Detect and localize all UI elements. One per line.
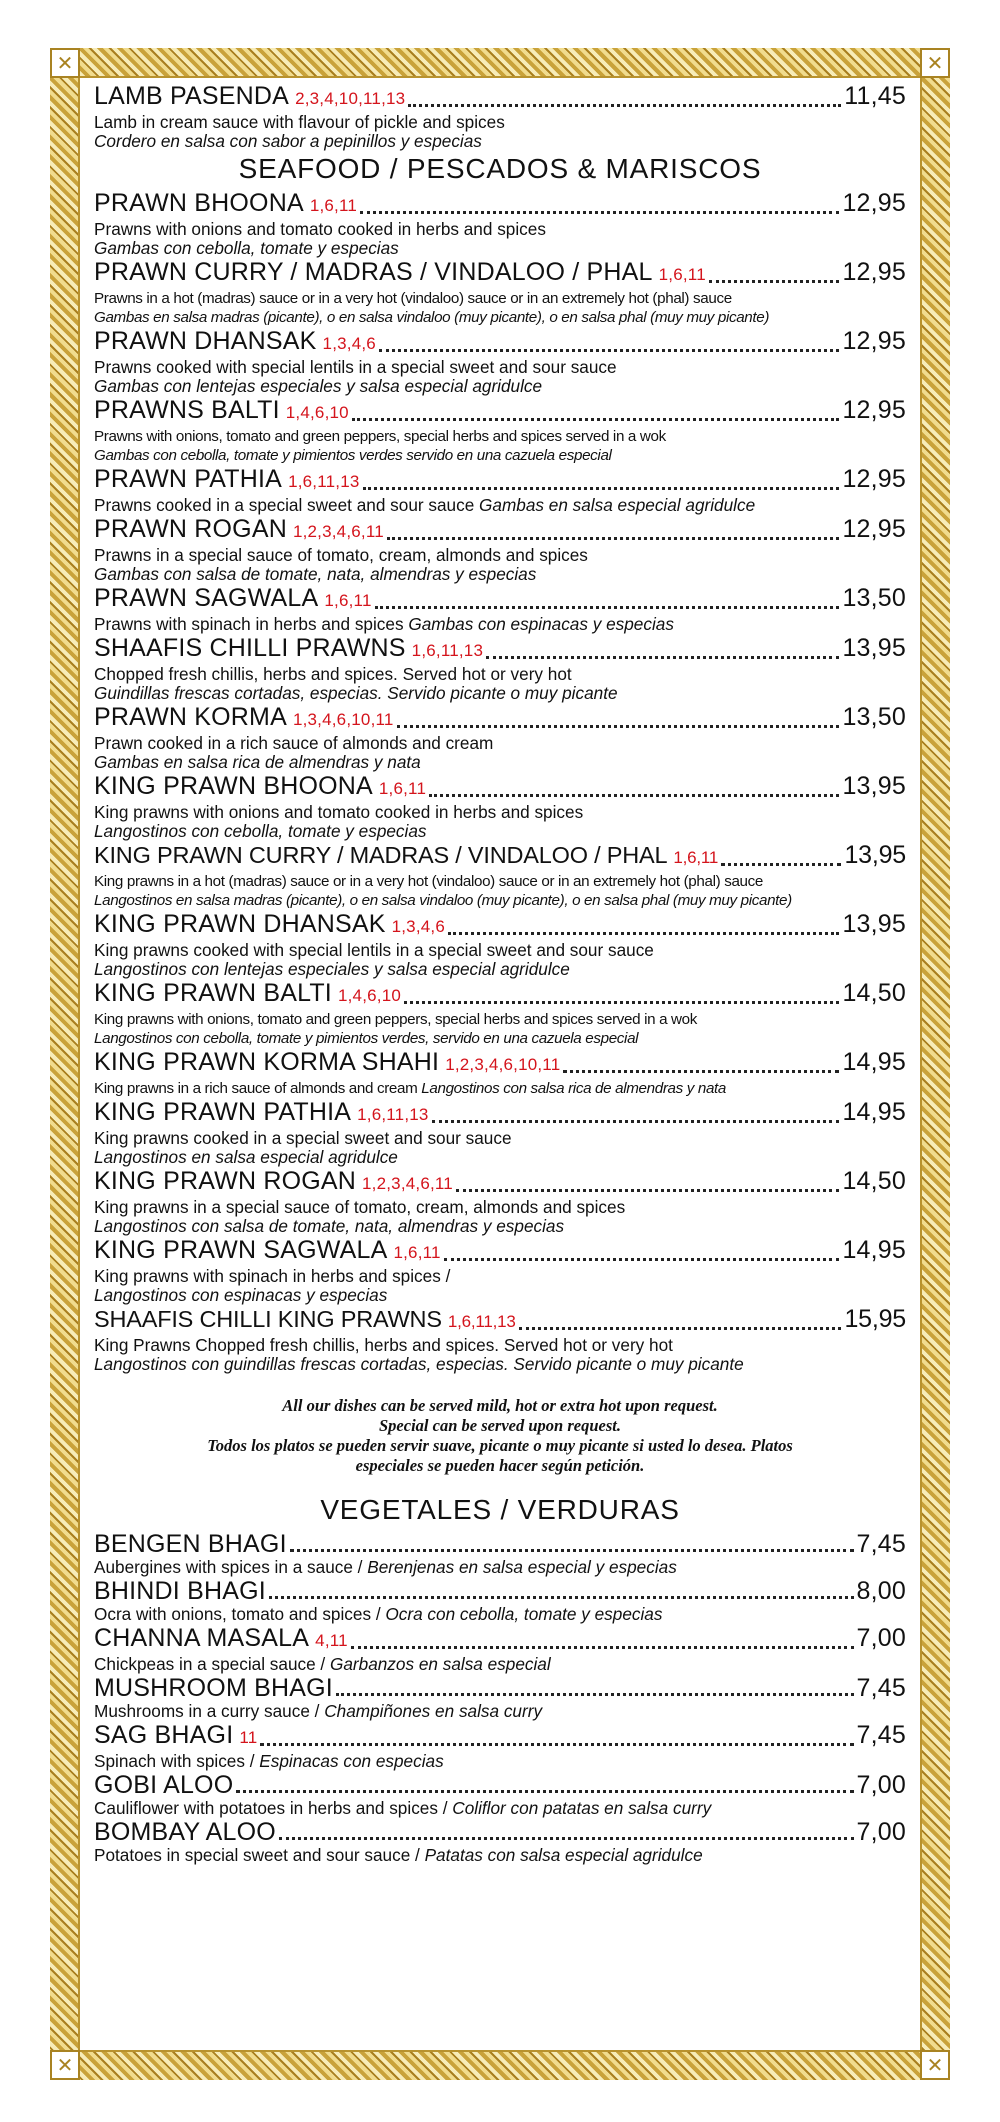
- seafood-list: [94, 189, 906, 1374]
- item-desc-es: Langostinos con salsa rica de almendras y nata: [421, 1080, 727, 1097]
- item-price: 13,95: [842, 910, 906, 938]
- item-desc-en: Cauliflower with potatoes in herbs and spices /: [94, 1798, 448, 1818]
- item-desc-en: Spinach with spices /: [94, 1751, 255, 1771]
- section-title-seafood: SEAFOOD / PESCADOS & MARISCOS: [238, 153, 762, 184]
- item-name: KING PRAWN PATHIA: [94, 1098, 352, 1126]
- item-price: 14,95: [842, 1048, 906, 1076]
- item-name: BENGEN BHAGI: [94, 1530, 287, 1558]
- item-price: 14,95: [842, 1098, 906, 1126]
- item-price: 13,95: [842, 772, 906, 800]
- spice-note: [94, 1396, 906, 1476]
- item-name: SHAAFIS CHILLI PRAWNS: [94, 634, 406, 662]
- leader-dots: [448, 932, 839, 935]
- corner-ornament-icon: ✕: [920, 2050, 950, 2080]
- item-desc-en: Lamb in cream sauce with flavour of pickle and spices: [94, 112, 505, 132]
- item-name: PRAWNS BALTI: [94, 396, 280, 424]
- item-desc-en: King Prawns Chopped fresh chillis, herbs and spices. Served hot or very hot: [94, 1335, 673, 1355]
- item-price: 13,95: [844, 841, 906, 869]
- menu-item: [94, 703, 906, 772]
- menu-item: [94, 1048, 906, 1098]
- menu-item: [94, 841, 906, 910]
- item-desc-en: King prawns in a special sauce of tomato, cream, almonds and spices: [94, 1197, 626, 1217]
- leader-dots: [351, 1646, 854, 1649]
- menu-item: [94, 634, 906, 703]
- item-desc-en: King prawns with onions, tomato and green peppers, special herbs and spices served in a wok: [94, 1011, 698, 1028]
- item-name: GOBI ALOO: [94, 1771, 234, 1799]
- item-desc-en: Prawns cooked with special lentils in a special sweet and sour sauce: [94, 357, 617, 377]
- item-desc-es: Langostinos con cebolla, tomate y pimientos verdes, servido en una cazuela especial: [94, 1030, 639, 1047]
- item-desc-es: Gambas en salsa rica de almendras y nata: [94, 752, 421, 772]
- item-desc-es: Langostinos con salsa de tomate, nata, almendras y especias: [94, 1216, 565, 1236]
- item-desc-es: Gambas con espinacas y especias: [408, 614, 674, 634]
- item-desc-es: Guindillas frescas cortadas, especias. Servido picante o muy picante: [94, 683, 618, 703]
- leader-dots: [236, 1790, 853, 1793]
- item-allergens: 1,6,11,13: [411, 641, 484, 660]
- item-desc-en: Chickpeas in a special sauce /: [94, 1654, 326, 1674]
- leader-dots: [336, 1693, 854, 1696]
- item-price: 14,50: [842, 979, 906, 1007]
- item-desc-es: Langostinos con espinacas y especias: [94, 1285, 388, 1305]
- menu-item: [94, 584, 906, 634]
- leader-dots: [352, 418, 840, 421]
- item-price: 13,50: [842, 703, 906, 731]
- item-allergens: 1,2,3,4,6,11: [292, 522, 384, 541]
- item-name: PRAWN BHOONA: [94, 189, 304, 217]
- item-allergens: 1,6,11: [658, 265, 706, 284]
- item-price: 11,45: [844, 82, 906, 110]
- item-price: 13,50: [842, 584, 906, 612]
- item-price: 12,95: [842, 515, 906, 543]
- menu-item: [94, 515, 906, 584]
- corner-ornament-icon: ✕: [920, 48, 950, 78]
- item-allergens: 1,6,11,13: [288, 472, 360, 491]
- item-desc-es: Gambas en salsa especial agridulce: [479, 495, 756, 515]
- item-allergens: 1,2,3,4,6,11: [362, 1174, 453, 1193]
- item-desc-en: King prawns in a hot (madras) sauce or in a very hot (vindaloo) sauce or in an extremely hot (phal) sauce: [94, 873, 763, 890]
- item-desc-en: Prawns in a special sauce of tomato, cream, almonds and spices: [94, 545, 588, 565]
- menu-item: [94, 1236, 906, 1305]
- item-price: 12,95: [842, 258, 906, 286]
- note-line: All our dishes can be served mild, hot or extra hot upon request.: [282, 1396, 718, 1415]
- item-desc-en: Mushrooms in a curry sauce /: [94, 1701, 320, 1721]
- item-desc-es: Gambas en salsa madras (picante), o en salsa vindaloo (muy picante), o en salsa phal (muy muy picante): [94, 309, 770, 326]
- item-price: 15,95: [844, 1305, 906, 1333]
- item-allergens: 1,3,4,6,10,11: [292, 710, 394, 729]
- item-name: PRAWN CURRY / MADRAS / VINDALOO / PHAL: [94, 258, 653, 286]
- menu-item: [94, 1674, 906, 1721]
- item-price: 14,95: [842, 1236, 906, 1264]
- leader-dots: [456, 1189, 839, 1192]
- menu-item: [94, 772, 906, 841]
- item-allergens: 1,6,11: [673, 848, 719, 867]
- item-desc-en: Prawns with onions, tomato and green peppers, special herbs and spices served in a wok: [94, 428, 666, 445]
- item-desc-es: Langostinos con lentejas especiales y salsa especial agridulce: [94, 959, 570, 979]
- item-desc-es: Gambas con lentejas especiales y salsa especial agridulce: [94, 376, 543, 396]
- item-desc-es: Langostinos en salsa madras (picante), o en salsa vindaloo (muy picante), o en salsa phal (muy muy picante): [94, 892, 792, 909]
- note-line: especiales se pueden hacer según petición.: [355, 1456, 645, 1475]
- leader-dots: [432, 1120, 840, 1123]
- leader-dots: [360, 211, 839, 214]
- item-price: 12,95: [842, 396, 906, 424]
- note-line: Todos los platos se pueden servir suave, picante o muy picante si usted lo desea. Platos: [207, 1436, 793, 1455]
- item-price: 7,00: [856, 1818, 906, 1846]
- corner-ornament-icon: ✕: [50, 48, 80, 78]
- item-name: PRAWN ROGAN: [94, 515, 287, 543]
- leader-dots: [260, 1743, 853, 1746]
- leader-dots: [279, 1837, 854, 1840]
- leader-dots: [519, 1327, 842, 1330]
- item-price: 7,00: [856, 1624, 906, 1652]
- item-name: KING PRAWN KORMA SHAHI: [94, 1048, 440, 1076]
- menu-item: [94, 1167, 906, 1236]
- leader-dots: [397, 725, 840, 728]
- item-desc-en: Potatoes in special sweet and sour sauce /: [94, 1845, 420, 1865]
- section-title-vegetables: VEGETALES / VERDURAS: [320, 1494, 680, 1525]
- item-price: 12,95: [842, 189, 906, 217]
- item-price: 14,50: [842, 1167, 906, 1195]
- item-name: KING PRAWN ROGAN: [94, 1167, 357, 1195]
- item-allergens: 1,3,4,6: [322, 334, 376, 353]
- menu-item: [94, 1530, 906, 1577]
- item-price: 7,00: [856, 1771, 906, 1799]
- menu-item: [94, 465, 906, 515]
- item-allergens: 11: [239, 1728, 258, 1747]
- menu-item: [94, 189, 906, 258]
- item-allergens: 1,6,11,13: [357, 1105, 429, 1124]
- item-desc-es: Coliflor con patatas en salsa curry: [452, 1798, 712, 1818]
- item-allergens: 1,6,11: [378, 779, 427, 798]
- item-price: 12,95: [842, 327, 906, 355]
- leader-dots: [429, 794, 839, 797]
- item-name: CHANNA MASALA: [94, 1624, 310, 1652]
- item-price: 7,45: [856, 1530, 906, 1558]
- leader-dots: [375, 606, 840, 609]
- item-allergens: 1,6,11: [324, 591, 372, 610]
- item-name: PRAWN DHANSAK: [94, 327, 317, 355]
- item-desc-es: Cordero en salsa con sabor a pepinillos y especias: [94, 131, 482, 151]
- item-desc-en: King prawns in a rich sauce of almonds and cream: [94, 1080, 418, 1097]
- corner-ornament-icon: ✕: [50, 2050, 80, 2080]
- item-name: BHINDI BHAGI: [94, 1577, 266, 1605]
- menu-item: [94, 396, 906, 465]
- item-desc-en: King prawns with spinach in herbs and spices /: [94, 1266, 451, 1286]
- item-name: MUSHROOM BHAGI: [94, 1674, 333, 1702]
- item-name: LAMB PASENDA: [94, 82, 290, 110]
- leader-dots: [444, 1258, 840, 1261]
- item-name: KING PRAWN BHOONA: [94, 772, 373, 800]
- item-allergens: 1,6,11,13: [447, 1312, 516, 1331]
- vegetables-list: [94, 1530, 906, 1865]
- item-desc-es: Champiñones en salsa curry: [324, 1701, 543, 1721]
- item-desc-es: Gambas con cebolla, tomate y especias: [94, 238, 399, 258]
- menu-item: [94, 1624, 906, 1674]
- leader-dots: [486, 656, 839, 659]
- item-desc-es: Espinacas con especias: [259, 1751, 444, 1771]
- menu-content: [94, 82, 906, 1865]
- item-desc-es: Langostinos con guindillas frescas cortadas, especias. Servido picante o muy picante: [94, 1354, 744, 1374]
- note-line: Special can be served upon request.: [379, 1416, 621, 1435]
- item-name: PRAWN SAGWALA: [94, 584, 319, 612]
- menu-item: [94, 1771, 906, 1818]
- item-desc-en: Prawns cooked in a special sweet and sour sauce: [94, 495, 475, 515]
- leader-dots: [379, 349, 840, 352]
- item-desc-es: Berenjenas en salsa especial y especias: [367, 1557, 677, 1577]
- item-desc-es: Patatas con salsa especial agridulce: [424, 1845, 703, 1865]
- item-desc-en: Prawns with spinach in herbs and spices: [94, 614, 404, 634]
- item-price: 7,45: [856, 1721, 906, 1749]
- item-price: 13,95: [842, 634, 906, 662]
- item-allergens: 1,6,11: [309, 196, 358, 215]
- menu-item: [94, 910, 906, 979]
- menu-item: [94, 979, 906, 1048]
- item-name: SAG BHAGI: [94, 1721, 234, 1749]
- leader-dots: [563, 1070, 839, 1073]
- item-desc-es: Ocra con cebolla, tomate y especias: [385, 1604, 663, 1624]
- item-desc-es: Langostinos en salsa especial agridulce: [94, 1147, 398, 1167]
- leader-dots: [290, 1549, 854, 1552]
- item-price: 7,45: [856, 1674, 906, 1702]
- item-name: PRAWN PATHIA: [94, 465, 283, 493]
- item-name: KING PRAWN CURRY / MADRAS / VINDALOO / PHAL: [94, 842, 668, 868]
- menu-item: [94, 1818, 906, 1865]
- item-price: 8,00: [856, 1577, 906, 1605]
- item-desc-en: Chopped fresh chillis, herbs and spices. Served hot or very hot: [94, 664, 572, 684]
- leader-dots: [269, 1596, 854, 1599]
- menu-item: [94, 327, 906, 396]
- item-desc-en: Prawn cooked in a rich sauce of almonds and cream: [94, 733, 494, 753]
- item-desc-en: Prawns in a hot (madras) sauce or in a very hot (vindaloo) sauce or in an extremely hot (phal) sauce: [94, 290, 732, 307]
- leader-dots: [363, 487, 840, 490]
- item-desc-en: King prawns with onions and tomato cooked in herbs and spices: [94, 802, 584, 822]
- menu-item: [94, 1577, 906, 1624]
- menu-item: [94, 1098, 906, 1167]
- item-allergens: 1,3,4,6: [391, 917, 445, 936]
- item-allergens: 2,3,4,10,11,13: [295, 89, 406, 108]
- item-name: KING PRAWN BALTI: [94, 979, 332, 1007]
- item-desc-es: Gambas con cebolla, tomate y pimientos verdes servido en una cazuela especial: [94, 447, 612, 464]
- item-desc-en: Aubergines with spices in a sauce /: [94, 1557, 363, 1577]
- item-desc-en: Ocra with onions, tomato and spices /: [94, 1604, 381, 1624]
- leader-dots: [709, 280, 840, 283]
- leader-dots: [408, 104, 841, 107]
- item-name: PRAWN KORMA: [94, 703, 287, 731]
- leader-dots: [404, 1001, 839, 1004]
- item-desc-en: King prawns cooked in a special sweet and sour sauce: [94, 1128, 512, 1148]
- item-allergens: 1,4,6,10: [337, 986, 402, 1005]
- item-name: BOMBAY ALOO: [94, 1818, 276, 1846]
- item-name: KING PRAWN SAGWALA: [94, 1236, 388, 1264]
- leader-dots: [387, 537, 840, 540]
- item-desc-en: Prawns with onions and tomato cooked in herbs and spices: [94, 219, 546, 239]
- menu-item: [94, 1721, 906, 1771]
- item-allergens: 4,11: [315, 1631, 348, 1650]
- item-allergens: 1,2,3,4,6,10,11: [445, 1055, 561, 1074]
- menu-item-lamb-pasenda: [94, 82, 906, 151]
- item-desc-es: Gambas con salsa de tomate, nata, almendras y especias: [94, 564, 537, 584]
- item-name: SHAAFIS CHILLI KING PRAWNS: [94, 1306, 442, 1332]
- menu-item: [94, 258, 906, 327]
- menu-item: [94, 1305, 906, 1374]
- leader-dots: [721, 863, 841, 866]
- item-name: KING PRAWN DHANSAK: [94, 910, 386, 938]
- item-desc-es: Langostinos con cebolla, tomate y especias: [94, 821, 427, 841]
- item-price: 12,95: [842, 465, 906, 493]
- item-desc-es: Garbanzos en salsa especial: [329, 1654, 551, 1674]
- item-allergens: 1,6,11: [393, 1243, 441, 1262]
- item-desc-en: King prawns cooked with special lentils in a special sweet and sour sauce: [94, 940, 654, 960]
- item-allergens: 1,4,6,10: [285, 403, 349, 422]
